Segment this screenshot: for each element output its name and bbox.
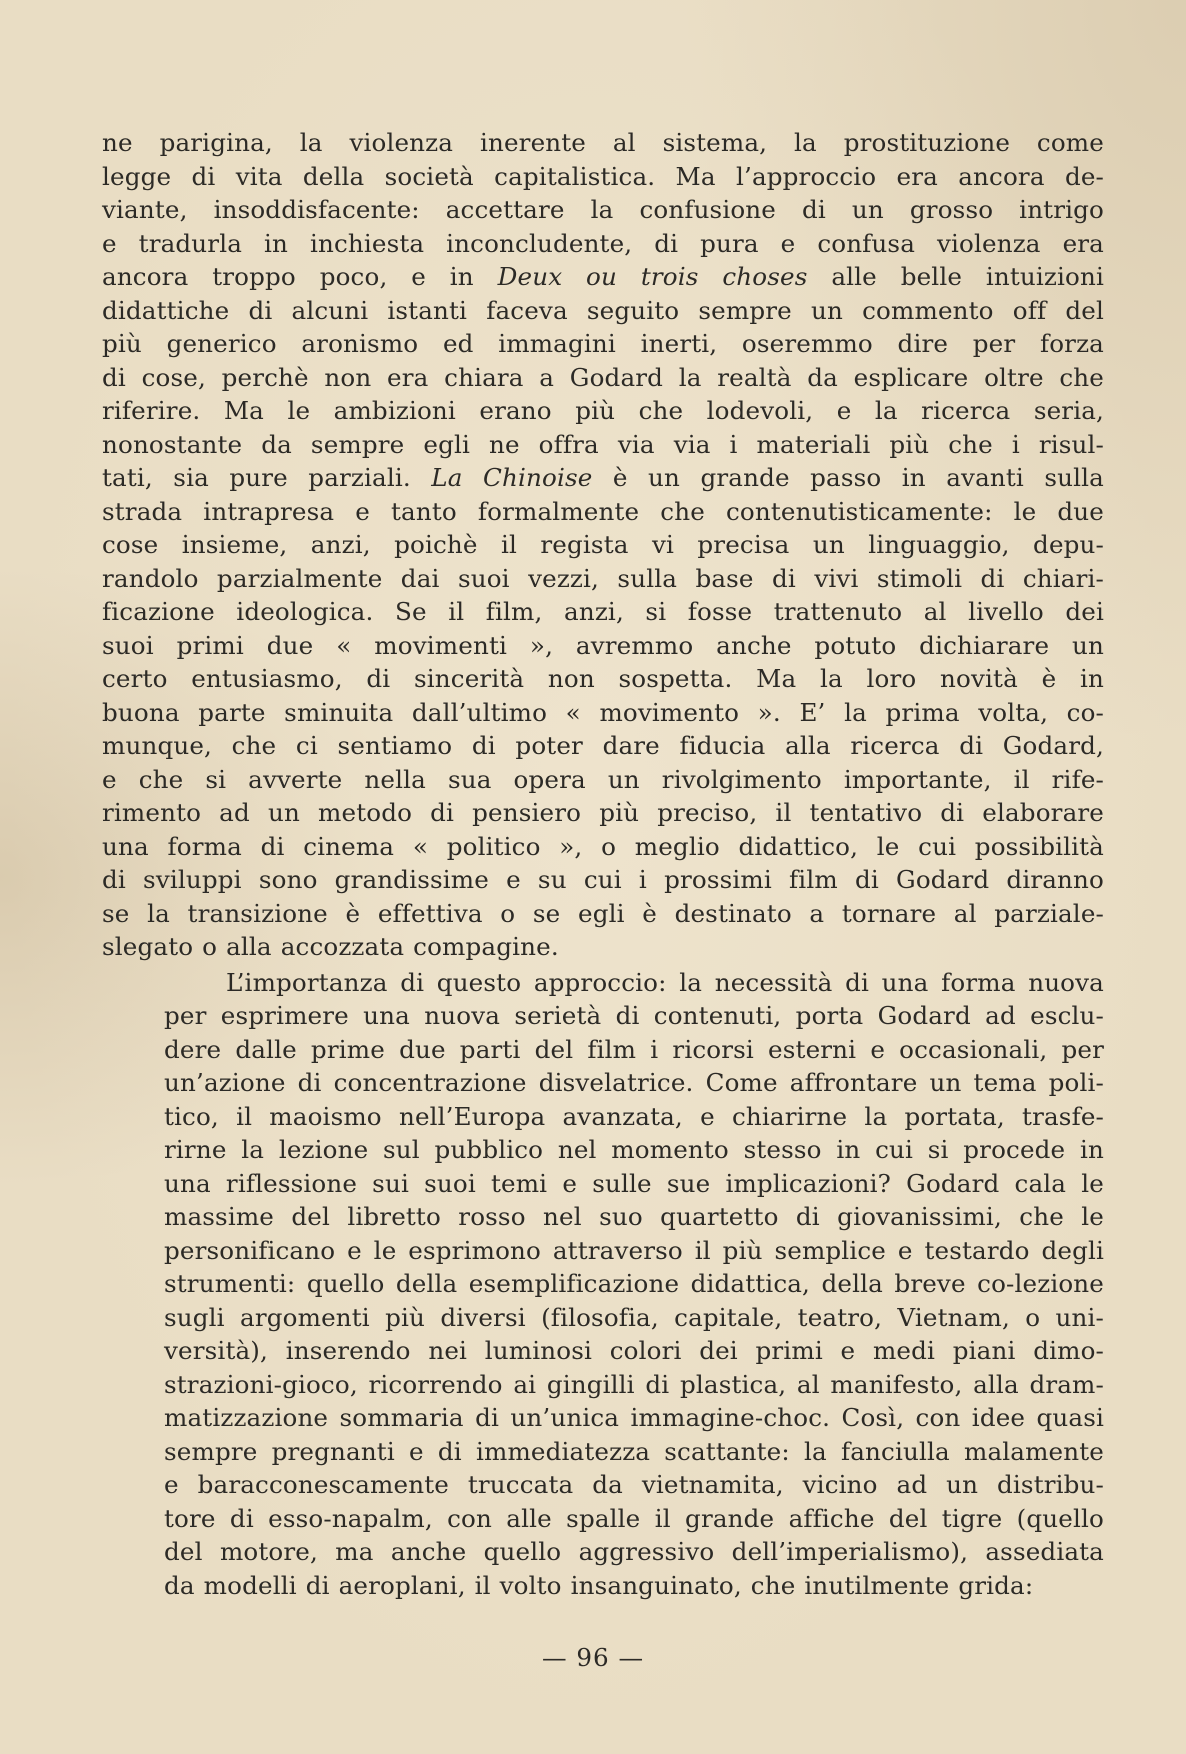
text-line (102, 428, 1104, 462)
text-run: rirne la lezione sul pubblico nel momento stesso in cui si procede in (164, 1135, 1104, 1164)
text-run: tico, il maoismo nell’Europa avanzata, e chiarirne la portata, trasfe- (164, 1101, 1104, 1131)
text-run: tore di esso-napalm, con alle spalle il grande affiche del tigre (quello (164, 1503, 1104, 1533)
text-line (102, 294, 1104, 328)
text-line (102, 1368, 1104, 1402)
text-run: certo entusiasmo, di sincerità non sospetta. Ma la loro novità è in (102, 664, 1104, 693)
text-line (102, 662, 1104, 696)
text-run: personificano e le esprimono attraverso il più semplice e testardo degli (164, 1235, 1104, 1265)
text-run: munque, che ci sentiamo di poter dare fiducia alla ricerca di Godard, (102, 731, 1104, 760)
text-line (102, 461, 1104, 495)
text-run: ficazione ideologica. Se il film, anzi, si fosse trattenuto al livello dei (102, 597, 1104, 626)
text-run: e tradurla in inchiesta inconcludente, di pura e confusa violenza era (102, 228, 1104, 258)
text-line (102, 1267, 1104, 1301)
text-run: e che si avverte nella sua opera un rivolgimento importante, il rife- (102, 764, 1104, 794)
text-line (102, 696, 1104, 730)
text-run: sempre pregnanti e di immediatezza scattante: la fanciulla malamente (164, 1436, 1104, 1466)
text-run: una forma di cinema « politico », o meglio didattico, le cui possibilità (102, 831, 1104, 861)
text-line (102, 897, 1104, 931)
text-line (102, 160, 1104, 194)
text-line (102, 528, 1104, 562)
text-line (102, 629, 1104, 663)
text-run: versità), inserendo nei luminosi colori dei primi e medi piani dimo- (164, 1336, 1104, 1365)
text-run: randolo parzialmente dai suoi vezzi, sulla base di vivi stimoli di chiari- (102, 563, 1104, 593)
italic-title: La Chinoise (431, 463, 593, 492)
text-run: del motore, ma anche quello aggressivo dell’imperialismo), assediata (164, 1537, 1104, 1566)
text-run: da modelli di aeroplani, il volto insanguinato, che inutilmente grida: (164, 1570, 1034, 1600)
paragraph (102, 126, 1104, 964)
text-run: matizzazione sommaria di un’unica immagine-choc. Così, con idee quasi (164, 1403, 1104, 1432)
text-line (102, 1234, 1104, 1268)
text-run: ne parigina, la violenza inerente al sistema, la prostituzione come (102, 128, 1104, 157)
text-line (102, 327, 1104, 361)
text-line (102, 260, 1104, 294)
text-line (102, 1100, 1104, 1134)
text-line (102, 193, 1104, 227)
text-run: di sviluppi sono grandissime e su cui i prossimi film di Godard diranno (102, 865, 1104, 894)
text-line (102, 1200, 1104, 1234)
text-run: una riflessione sui suoi temi e sulle sue implicazioni? Godard cala le (164, 1168, 1104, 1198)
text-line (102, 1301, 1104, 1335)
text-run: didattiche di alcuni istanti faceva seguito sempre un commento off del (102, 295, 1104, 325)
text-run: strumenti: quello della esemplificazione didattica, della breve co-lezione (164, 1269, 1104, 1298)
italic-title: Deux ou trois choses (497, 262, 808, 291)
text-run: L’importanza di questo approccio: la necessità di una forma nuova (226, 967, 1104, 997)
text-line (102, 1133, 1104, 1167)
text-line (102, 361, 1104, 395)
text-run: slegato o alla accozzata compagine. (102, 932, 559, 961)
text-line (102, 126, 1104, 160)
text-line (102, 763, 1104, 797)
text-line (102, 562, 1104, 596)
text-run: legge di vita della società capitalistica. Ma l’approccio era ancora de- (102, 161, 1104, 191)
text-run: riferire. Ma le ambizioni erano più che lodevoli, e la ricerca seria, (102, 396, 1104, 425)
text-line (102, 966, 1104, 1000)
text-line (102, 1435, 1104, 1469)
text-run: tati, sia pure parziali. (102, 463, 432, 492)
text-line (102, 1334, 1104, 1368)
text-run: più generico aronismo ed immagini inerti, oseremmo dire per forza (102, 329, 1104, 358)
text-line (102, 495, 1104, 529)
text-line (102, 930, 1104, 964)
text-run: di cose, perchè non era chiara a Godard la realtà da esplicare oltre che (102, 362, 1104, 392)
text-run: massime del libretto rosso nel suo quartetto di giovanissimi, che le (164, 1202, 1104, 1231)
text-line (102, 1066, 1104, 1100)
text-run: un’azione di concentrazione disvelatrice. Come affrontare un tema poli- (164, 1068, 1104, 1097)
text-run: è un grande passo in avanti sulla (592, 463, 1104, 492)
text-run: ancora troppo poco, e in (102, 262, 498, 291)
text-run: viante, insoddisfacente: accettare la confusione di un grosso intrigo (102, 195, 1104, 224)
text-line (102, 1468, 1104, 1502)
page-number: — 96 — (541, 1643, 645, 1672)
text-line (102, 863, 1104, 897)
text-run: se la transizione è effettiva o se egli è destinato a tornare al parziale- (102, 898, 1104, 928)
text-line (102, 1401, 1104, 1435)
text-run: cose insieme, anzi, poichè il regista vi precisa un linguaggio, depu- (102, 530, 1104, 559)
text-line (102, 1502, 1104, 1536)
text-line (102, 227, 1104, 261)
text-run: strada intrapresa e tanto formalmente che contenutisticamente: le due (102, 496, 1104, 526)
text-line (102, 999, 1104, 1033)
text-run: buona parte sminuita dall’ultimo « movimento ». E’ la prima volta, co- (102, 697, 1104, 727)
text-run: e baracconescamente truccata da vietnamita, vicino ad un distribu- (164, 1470, 1104, 1499)
text-line (102, 729, 1104, 763)
text-line (102, 595, 1104, 629)
text-line (102, 1167, 1104, 1201)
text-run: sugli argomenti più diversi (filosofia, capitale, teatro, Vietnam, o uni- (164, 1302, 1104, 1332)
text-run: alle belle intuizioni (807, 262, 1105, 291)
text-run: suoi primi due « movimenti », avremmo anche potuto dichiarare un (102, 630, 1104, 660)
text-run: dere dalle prime due parti del film i ricorsi esterni e occasionali, per (164, 1034, 1104, 1064)
text-line (102, 394, 1104, 428)
text-line (102, 830, 1104, 864)
text-run: rimento ad un metodo di pensiero più preciso, il tentativo di elaborare (102, 798, 1104, 827)
page-body (102, 126, 1104, 1602)
paragraph (102, 966, 1104, 1603)
text-line (102, 1535, 1104, 1569)
text-line (102, 1569, 1104, 1603)
text-run: nonostante da sempre egli ne offra via via i materiali più che i risul- (102, 429, 1104, 459)
text-run: per esprimere una nuova serietà di contenuti, porta Godard ad esclu- (164, 1001, 1104, 1030)
text-run: strazioni-gioco, ricorrendo ai gingilli di plastica, al manifesto, alla dram- (164, 1369, 1104, 1399)
text-line (102, 1033, 1104, 1067)
text-line (102, 796, 1104, 830)
